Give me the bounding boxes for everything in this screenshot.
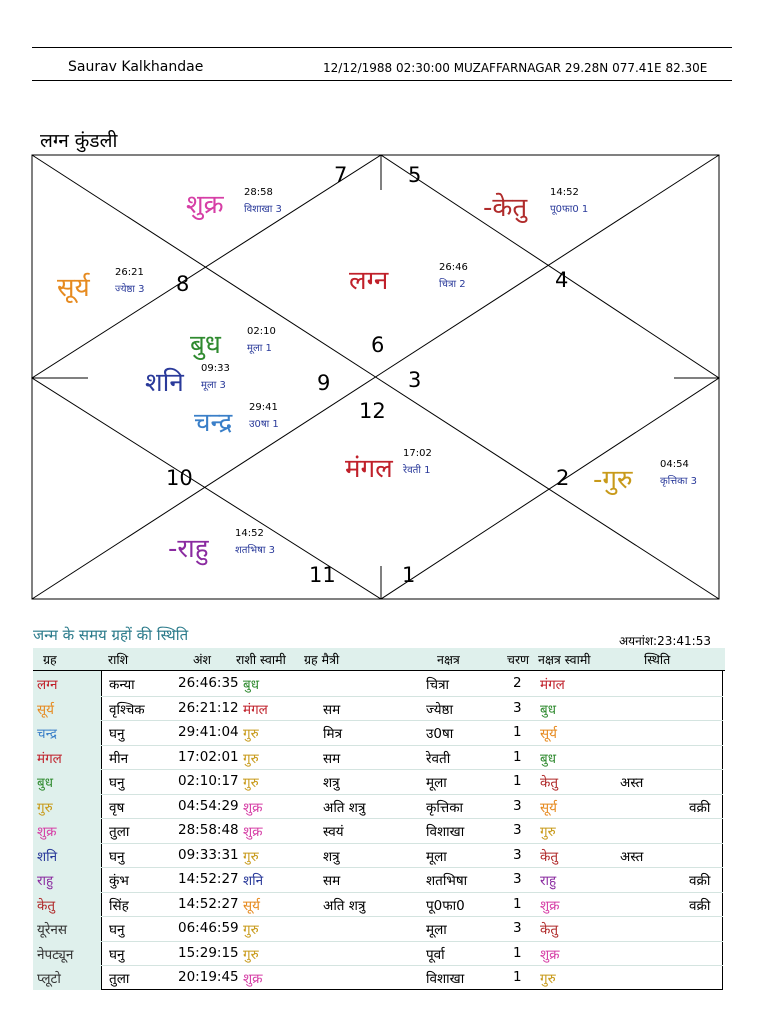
planet-name: चन्द्र xyxy=(194,408,233,438)
cell-charan: 1 xyxy=(513,969,522,985)
cell-swami: सूर्य xyxy=(243,897,260,914)
cell-nswami: गुरु xyxy=(540,824,556,840)
planet-name: मंगल xyxy=(345,454,393,484)
cell-charan: 3 xyxy=(513,871,522,887)
row-divider xyxy=(101,769,723,770)
cell-graha: मंगल xyxy=(37,750,62,767)
cell-rashi: कन्या xyxy=(109,677,135,693)
cell-graha: राहु xyxy=(37,873,54,889)
cell-nak: कृत्तिका xyxy=(426,799,464,816)
house-number: 10 xyxy=(166,466,193,490)
cell-nak: शतभिषा xyxy=(426,873,468,889)
house-number: 12 xyxy=(359,399,386,423)
table-header xyxy=(33,648,725,670)
positions-title: जन्म के समय ग्रहों की स्थिति xyxy=(33,626,189,644)
house-number: 11 xyxy=(309,563,336,587)
row-divider xyxy=(101,818,723,819)
cell-graha: केतु xyxy=(37,897,56,914)
cell-rashi: घनु xyxy=(109,922,125,938)
table-row xyxy=(33,745,725,770)
house-number: 8 xyxy=(176,272,190,296)
cell-charan: 3 xyxy=(513,699,522,716)
planet-nakshatra: विशाखा 3 xyxy=(244,204,282,215)
row-divider xyxy=(101,696,723,697)
house-number: 2 xyxy=(556,466,570,490)
col-header: स्थिति xyxy=(644,652,671,667)
row-divider xyxy=(101,965,723,966)
cell-ansh: 17:02:01 xyxy=(178,748,239,765)
table-row xyxy=(33,892,725,917)
house-number: 4 xyxy=(555,268,569,292)
cell-nak: मूला xyxy=(426,848,447,865)
col-header: ग्रह xyxy=(43,652,57,667)
cell-nswami: शुक्र xyxy=(540,946,560,963)
cell-ansh: 20:19:45 xyxy=(178,969,239,985)
cell-ansh: 14:52:27 xyxy=(178,895,239,912)
planet-degree: 02:10 xyxy=(247,326,276,337)
col-header: राशी स्वामी xyxy=(236,652,286,667)
row-divider xyxy=(101,720,723,721)
cell-swami: गुरु xyxy=(243,922,259,938)
cell-graha: नेपट्यून xyxy=(37,946,74,963)
house-number: 3 xyxy=(408,368,422,392)
row-divider xyxy=(101,941,723,942)
planet-name: बुध xyxy=(190,330,221,360)
cell-rashi: तुला xyxy=(109,971,130,987)
table-row xyxy=(33,941,725,966)
cell-nak: पू0फा0 xyxy=(426,897,465,914)
cell-rashi: वृश्चिक xyxy=(109,701,145,718)
cell-rashi: घनु xyxy=(109,726,125,742)
cell-charan: 1 xyxy=(513,895,522,912)
cell-nswami: गुरु xyxy=(540,971,556,987)
cell-maitri: शत्रु xyxy=(323,775,340,791)
planet-name: शुक्र xyxy=(186,190,224,220)
cell-nak: विशाखा xyxy=(426,824,465,840)
cell-vakri: वक्री xyxy=(689,873,711,889)
planet-nakshatra: चित्रा 2 xyxy=(439,279,466,290)
cell-rashi: तुला xyxy=(109,824,130,840)
cell-maitri: अति शत्रु xyxy=(323,897,366,914)
chart-title: लग्न कुंडली xyxy=(40,130,118,152)
table-row xyxy=(33,794,725,819)
house-number: 5 xyxy=(408,163,422,187)
house-number: 6 xyxy=(371,333,385,357)
cell-nswami: बुध xyxy=(540,701,557,718)
cell-maitri: अति शत्रु xyxy=(323,799,366,816)
cell-swami: बुध xyxy=(243,677,260,693)
planet-nakshatra: रेवती 1 xyxy=(403,465,431,476)
table-row xyxy=(33,843,725,868)
cell-swami: शनि xyxy=(243,873,264,889)
row-divider xyxy=(101,867,723,868)
table-row xyxy=(33,769,725,794)
planet-degree: 17:02 xyxy=(403,448,432,459)
house-number: 1 xyxy=(402,563,416,587)
cell-rashi: मीन xyxy=(109,750,129,767)
cell-swami: गुरु xyxy=(243,726,259,742)
cell-nswami: केतु xyxy=(540,848,559,865)
cell-charan: 2 xyxy=(513,675,522,691)
cell-graha: यूरेनस xyxy=(37,922,67,938)
planet-nakshatra: पू0फा0 1 xyxy=(550,204,589,215)
cell-charan: 1 xyxy=(513,944,522,961)
cell-graha: चन्द्र xyxy=(37,726,57,742)
cell-swami: गुरु xyxy=(243,946,259,963)
table-row xyxy=(33,696,725,721)
cell-nswami: केतु xyxy=(540,775,559,791)
cell-ansh: 26:46:35 xyxy=(178,675,239,691)
cell-charan: 3 xyxy=(513,797,522,814)
planet-nakshatra: कृत्तिका 3 xyxy=(660,476,697,487)
cell-swami: गुरु xyxy=(243,848,259,865)
table-row xyxy=(33,965,725,990)
cell-rashi: घनु xyxy=(109,775,125,791)
row-divider xyxy=(101,916,723,917)
house-number: 9 xyxy=(317,371,331,395)
cell-ansh: 14:52:27 xyxy=(178,871,239,887)
col-header: नक्षत्र स्वामी xyxy=(538,652,591,667)
col-header: राशि xyxy=(108,652,129,667)
cell-graha: प्लूटो xyxy=(37,971,61,987)
planet-name: लग्न xyxy=(349,266,389,296)
cell-nak: मूला xyxy=(426,775,447,791)
row-divider xyxy=(101,794,723,795)
cell-rashi: सिंह xyxy=(109,897,129,914)
cell-nak: विशाखा xyxy=(426,971,465,987)
cell-nswami: मंगल xyxy=(540,677,565,693)
cell-swami: गुरु xyxy=(243,750,259,767)
cell-rashi: कुंभ xyxy=(109,873,129,889)
cell-maitri: शत्रु xyxy=(323,848,340,865)
planet-degree: 14:52 xyxy=(550,187,579,198)
row-divider xyxy=(101,892,723,893)
planet-degree: 04:54 xyxy=(660,459,689,470)
table-body xyxy=(33,670,725,990)
col-header: ग्रह मैत्री xyxy=(304,652,340,667)
planet-name: सूर्य xyxy=(57,273,90,303)
cell-nswami: बुध xyxy=(540,750,557,767)
cell-charan: 3 xyxy=(513,822,522,838)
planet-name: शनि xyxy=(145,368,184,398)
cell-swami: शुक्र xyxy=(243,799,263,816)
cell-graha: गुरु xyxy=(37,799,53,816)
cell-nak: रेवती xyxy=(426,750,451,767)
cell-nak: उ0षा xyxy=(426,726,454,742)
cell-nak: पूर्वा xyxy=(426,946,445,963)
cell-charan: 1 xyxy=(513,724,522,740)
cell-nak: चित्रा xyxy=(426,677,450,693)
cell-sthiti: अस्त xyxy=(620,848,644,865)
cell-ansh: 04:54:29 xyxy=(178,797,239,814)
planet-positions-table xyxy=(33,648,725,990)
cell-charan: 3 xyxy=(513,846,522,863)
cell-rashi: घनु xyxy=(109,848,125,865)
cell-ansh: 02:10:17 xyxy=(178,773,239,789)
cell-graha: शुक्र xyxy=(37,824,57,840)
cell-graha: शनि xyxy=(37,848,58,865)
cell-nak: मूला xyxy=(426,922,447,938)
table-row xyxy=(33,916,725,941)
cell-rashi: घनु xyxy=(109,946,125,963)
cell-swami: शुक्र xyxy=(243,824,263,840)
planet-nakshatra: मूला 1 xyxy=(247,343,272,354)
planet-degree: 26:21 xyxy=(115,267,144,278)
row-divider xyxy=(101,745,723,746)
cell-vakri: वक्री xyxy=(689,799,711,816)
cell-graha: सूर्य xyxy=(37,701,54,718)
planet-degree: 26:46 xyxy=(439,262,468,273)
table-row xyxy=(33,867,725,892)
cell-maitri: स्वयं xyxy=(323,824,344,840)
cell-nswami: शुक्र xyxy=(540,897,560,914)
cell-ansh: 26:21:12 xyxy=(178,699,239,716)
cell-rashi: वृष xyxy=(109,799,125,816)
cell-maitri: सम xyxy=(323,873,341,889)
cell-maitri: मित्र xyxy=(323,726,343,742)
house-number: 7 xyxy=(334,163,348,187)
cell-sthiti: अस्त xyxy=(620,775,644,791)
row-divider xyxy=(101,843,723,844)
ayanamsha-value: अयनांश:23:41:53 xyxy=(619,634,711,648)
planet-degree: 29:41 xyxy=(249,402,278,413)
cell-charan: 1 xyxy=(513,748,522,765)
person-name: Saurav Kalkhandae xyxy=(68,59,204,75)
cell-ansh: 06:46:59 xyxy=(178,920,239,936)
birth-details: 12/12/1988 02:30:00 MUZAFFARNAGAR 29.28N 077.41E 82.30E xyxy=(323,61,708,75)
cell-nak: ज्येष्ठा xyxy=(426,701,453,718)
cell-nswami: सूर्य xyxy=(540,799,557,816)
cell-ansh: 28:58:48 xyxy=(178,822,239,838)
cell-nswami: केतु xyxy=(540,922,559,938)
cell-swami: गुरु xyxy=(243,775,259,791)
table-row xyxy=(33,671,725,696)
cell-ansh: 15:29:15 xyxy=(178,944,239,961)
planet-name: -राहु xyxy=(168,534,209,564)
cell-vakri: वक्री xyxy=(689,897,711,914)
table-row xyxy=(33,720,725,745)
cell-charan: 3 xyxy=(513,920,522,936)
planet-degree: 28:58 xyxy=(244,187,273,198)
cell-ansh: 09:33:31 xyxy=(178,846,239,863)
cell-graha: लग्न xyxy=(37,677,58,693)
cell-nswami: राहु xyxy=(540,873,557,889)
table-row xyxy=(33,818,725,843)
planet-degree: 14:52 xyxy=(235,528,264,539)
cell-swami: शुक्र xyxy=(243,971,263,987)
cell-maitri: सम xyxy=(323,750,341,767)
col-header: अंश xyxy=(193,652,212,667)
planet-nakshatra: मूला 3 xyxy=(201,380,226,391)
col-header: चरण xyxy=(507,652,530,667)
cell-charan: 1 xyxy=(513,773,522,789)
planet-nakshatra: शतभिषा 3 xyxy=(235,545,276,556)
planet-nakshatra: ज्येष्ठा 3 xyxy=(115,284,145,295)
col-header: नक्षत्र xyxy=(437,652,460,667)
planet-name: -गुरु xyxy=(593,465,633,495)
cell-maitri: सम xyxy=(323,701,341,718)
cell-swami: मंगल xyxy=(243,701,268,718)
cell-nswami: सूर्य xyxy=(540,726,557,742)
cell-ansh: 29:41:04 xyxy=(178,724,239,740)
planet-name: -केतु xyxy=(483,193,528,223)
planet-nakshatra: उ0षा 1 xyxy=(249,419,279,430)
cell-graha: बुध xyxy=(37,775,54,791)
planet-degree: 09:33 xyxy=(201,363,230,374)
